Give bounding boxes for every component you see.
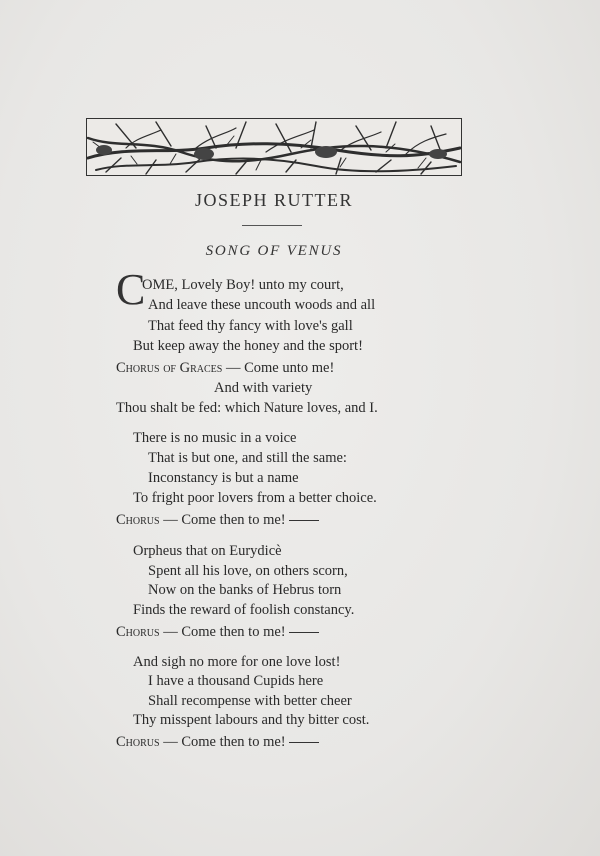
poem-line: And sigh no more for one love lost! [133, 654, 341, 670]
chorus-line [116, 360, 334, 377]
chorus-text: — Come unto me! [225, 360, 335, 376]
title-rule [242, 225, 302, 226]
chorus-line [116, 624, 319, 641]
chorus-dash [289, 520, 319, 521]
poem-line: There is no music in a voice [133, 430, 297, 446]
poem-line: And with variety [214, 380, 313, 396]
chorus-text: — Come then to me! [163, 734, 286, 750]
poem-line: And leave these uncouth woods and all [148, 297, 376, 313]
chorus-line [116, 734, 319, 751]
poem-line: Thou shalt be fed: which Nature loves, and I. [116, 400, 378, 416]
author-name: JOSEPH RUTTER [194, 190, 353, 210]
chorus-dash [289, 742, 319, 743]
chorus-label: Chorus [116, 734, 160, 750]
chorus-line [116, 512, 319, 529]
branch-ornament-headpiece [86, 118, 462, 176]
chorus-dash [289, 632, 319, 633]
poem-line: That feed thy fancy with love's gall [148, 318, 353, 334]
poem-line: Spent all his love, on others scorn, [148, 563, 348, 579]
poem-line: Now on the banks of Hebrus torn [148, 582, 342, 598]
poem-line: But keep away the honey and the sport! [133, 338, 363, 354]
poem-line: To fright poor lovers from a better choice. [133, 490, 377, 506]
poem-line: I have a thousand Cupids here [148, 673, 324, 689]
chorus-text: — Come then to me! [163, 624, 286, 640]
poem-line: Orpheus that on Eurydicè [133, 543, 282, 559]
drop-cap: C [116, 265, 146, 314]
chorus-label: Chorus of Graces [116, 360, 223, 376]
poem-line: OME, Lovely Boy! unto my court, [142, 277, 344, 293]
poem-line: Thy misspent labours and thy bitter cost. [133, 712, 370, 728]
chorus-text: — Come then to me! [163, 512, 286, 528]
poem-line: That is but one, and still the same: [148, 450, 347, 466]
poem-line: Inconstancy is but a name [148, 470, 299, 486]
chorus-label: Chorus [116, 512, 160, 528]
poem-title: SONG OF VENUS [205, 243, 343, 259]
poem-line: Shall recompense with better cheer [148, 693, 352, 709]
poem-line: Finds the reward of foolish constancy. [133, 602, 355, 618]
chorus-label: Chorus [116, 624, 160, 640]
